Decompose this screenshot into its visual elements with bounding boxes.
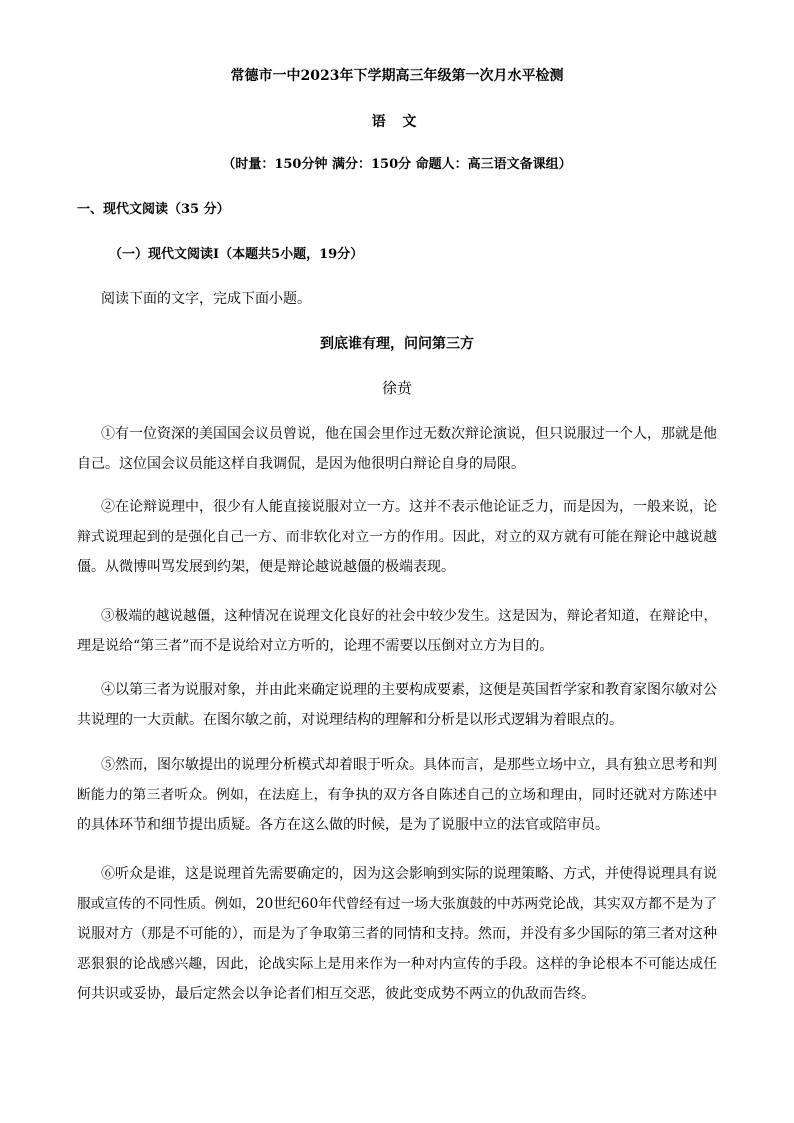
paragraph-line: ⑤然而，图尔敏提出的说理分析模式却着眼于听众。具体而言，是那些立场中立，具有独立思考和判 [101,757,717,773]
paragraph-line: ④以第三者为说服对象，并由此来确定说理的主要构成要素，这便是英国哲学家和教育家图尔敏对公 [101,682,717,698]
exam-title: 常德市一中2023年下学期高三年级第一次月水平检测 [230,68,564,84]
paragraph-line: ①有一位资深的美国国会议员曾说，他在国会里作过无数次辩论演说，但只说服过一个人，那就是他 [101,426,717,442]
paragraph-line: 共说理的一大贡献。在图尔敏之前，对说理结构的理解和分析是以形式逻辑为着眼点的。 [77,712,623,728]
paragraph-line: 何共识或妥协，最后定然会以争论者们相互交恶，彼此变成势不两立的仇敌而告终。 [77,986,595,1002]
article-paragraph-2 [77,492,717,582]
section-heading: 一、现代文阅读（35 分） [77,202,230,217]
paragraph-line: ⑥听众是谁，这是说理首先需要确定的，因为这会影响到实际的说理策略、方式，并使得说理具有说 [101,866,717,882]
paragraph-line: 的具体环节和细节提出质疑。各方在这么做的时候，是为了说服中立的法官或陪审员。 [77,817,609,833]
paragraph-line: 服或宣传的不同性质。例如，20世纪60年代曾经有过一场大张旗鼓的中苏两党论战，其实双方都不是为了 [77,896,717,912]
paragraph-line: 理是说给“第三者”而不是说给对立方听的，论理不需要以压倒对立方为目的。 [77,638,554,654]
article-paragraph-1 [77,419,717,479]
paragraph-line: ②在论辩说理中，很少有人能直接说服对立一方。这并不表示他论证乏力，而是因为，一般来说，论 [101,499,717,515]
article-paragraph-3 [77,601,717,661]
subject-title: 语 文 [371,114,423,130]
paragraph-line: 辩式说理起到的是强化自己一方、而非软化对立一方的作用。因此，对立的双方就有可能在辩论中越说越 [77,529,717,545]
article-paragraph-6 [77,859,717,1009]
paragraph-line: ③极端的越说越僵，这种情况在说理文化良好的社会中较少发生。这是因为，辩论者知道，在辩论中， [101,608,717,624]
reading-instruction: 阅读下面的文字，完成下面小题。 [101,291,311,307]
subsection-heading: （一）现代文阅读Ⅰ（本题共5小题，19分） [109,247,364,262]
paragraph-line: 僵。从微博叫骂发展到约架，便是辩论越说越僵的极端表现。 [77,559,455,575]
paragraph-line: 恶狠狠的论战感兴趣，因此，论战实际上是用来作为一种对内宣传的手段。这样的争论根本不可能达成任 [77,956,717,972]
article-title: 到底谁有理，问问第三方 [320,336,474,352]
article-paragraph-4 [77,675,717,735]
exam-info: （时量：150分钟 满分：150分 命题人：高三语文备课组） [222,157,572,172]
paragraph-line: 自己。这位国会议员能这样自我调侃，是因为他很明白辩论自身的局限。 [77,456,525,472]
article-author: 徐贲 [381,379,412,397]
paragraph-line: 断能力的第三者听众。例如，在法庭上，有争执的双方各自陈述自己的立场和理由，同时还就对方陈述中 [77,787,717,803]
paragraph-line: 说服对方（那是不可能的），而是为了争取第三者的同情和支持。然而，并没有多少国际的第三者对这种 [77,926,717,942]
article-paragraph-5 [77,750,717,840]
